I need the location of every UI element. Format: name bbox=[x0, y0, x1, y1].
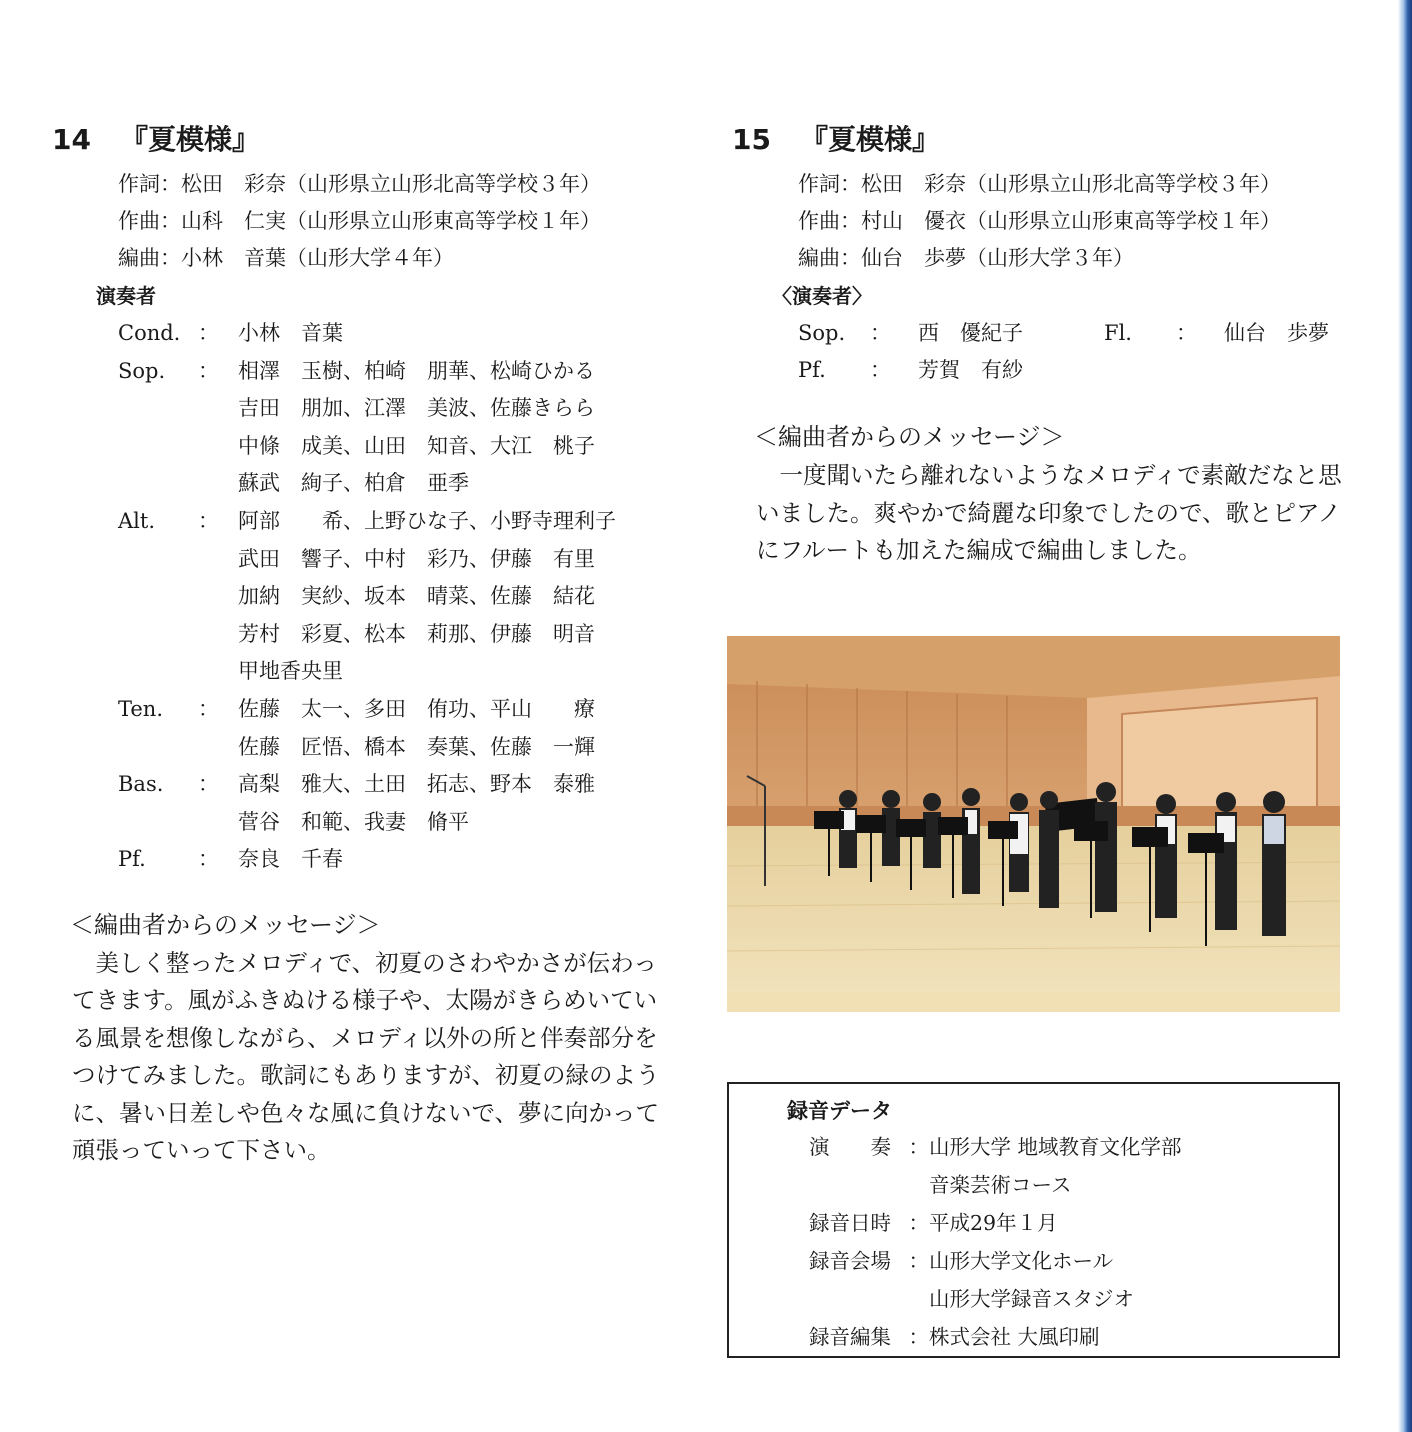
arranger-credit: 編曲：仙台 歩夢（山形大学３年） bbox=[798, 246, 1134, 270]
part-colon: ： bbox=[1176, 321, 1197, 345]
part-colon: ： bbox=[198, 358, 219, 383]
part-colon: ： bbox=[198, 508, 219, 533]
performer-row-sop bbox=[118, 353, 672, 503]
names-line: 蘇武 絢子、柏倉 亜季 bbox=[238, 471, 469, 496]
recording-label-text: 演 奏 bbox=[809, 1135, 891, 1159]
credits bbox=[798, 166, 1352, 277]
part-colon: ： bbox=[198, 696, 219, 721]
recording-value: 平成29年１月 bbox=[929, 1211, 1058, 1235]
part-names bbox=[238, 691, 672, 766]
recording-data-rows bbox=[809, 1128, 1182, 1356]
names-line: 芳村 彩夏、松本 莉那、伊藤 明音 bbox=[238, 621, 595, 646]
part-names: 仙台 歩夢 bbox=[1224, 321, 1329, 345]
recording-label: 演 奏 ： bbox=[809, 1128, 929, 1204]
part-label: Pf. bbox=[118, 847, 146, 872]
performers-label: 〈演奏者〉 bbox=[772, 284, 872, 308]
piece-15-section bbox=[732, 118, 1352, 570]
performer-row-sop-fl bbox=[798, 315, 1352, 352]
lyricist-credit: 作詞：松田 彩奈（山形県立山形北高等学校３年） bbox=[798, 172, 1281, 196]
part-label: Fl. bbox=[1104, 321, 1132, 345]
recording-data-title: 録音データ bbox=[787, 1099, 892, 1123]
part-label: Pf. bbox=[798, 358, 826, 382]
recording-value: 山形大学 地域教育文化学部 bbox=[929, 1135, 1182, 1159]
part-names bbox=[238, 353, 672, 503]
performer-row-ten bbox=[118, 691, 672, 766]
arranger-message-heading: ＜編曲者からのメッセージ＞ bbox=[70, 910, 381, 939]
names-line: 甲地香央里 bbox=[238, 659, 343, 684]
recording-row-date bbox=[809, 1204, 1182, 1242]
arranger-message: 一度聞いたら離れないようなメロディで素敵だなと思いました。爽やかで綺麗な印象でしたので、歌とピアノにフルートも加えた編成で編曲しました。 bbox=[756, 461, 1342, 564]
performer-row-pf bbox=[118, 841, 672, 879]
lyricist-credit: 作詞：松田 彩奈（山形県立山形北高等学校３年） bbox=[118, 172, 601, 196]
recording-value: 山形大学録音スタジオ bbox=[929, 1287, 1134, 1311]
composer-credit: 作曲：山科 仁実（山形県立山形東高等学校１年） bbox=[118, 209, 601, 233]
piece-number: 15 bbox=[732, 123, 771, 156]
credits bbox=[118, 166, 672, 277]
names-line: 奈良 千春 bbox=[238, 847, 343, 872]
piece-14-section bbox=[52, 118, 672, 1170]
arranger-message-heading: ＜編曲者からのメッセージ＞ bbox=[754, 423, 1065, 451]
recording-label-text: 録音日時 bbox=[809, 1211, 891, 1235]
piece-15-title bbox=[732, 118, 1352, 162]
performer-row-cond bbox=[118, 315, 672, 353]
part-names: 西 優紀子 bbox=[918, 321, 1023, 345]
names-line: 加納 実紗、坂本 晴菜、佐藤 結花 bbox=[238, 584, 595, 609]
part-colon: ： bbox=[870, 321, 891, 345]
part-label: Bas. bbox=[118, 772, 164, 797]
recording-value: 音楽芸術コース bbox=[929, 1173, 1072, 1197]
performers-label: 演奏者 bbox=[96, 284, 156, 308]
part-names bbox=[238, 315, 672, 353]
part-names: 芳賀 有紗 bbox=[918, 358, 1023, 382]
names-line: 相澤 玉樹、柏崎 朋華、松崎ひかる bbox=[238, 358, 595, 383]
recording-label: 録音日時 ： bbox=[809, 1204, 929, 1242]
arranger-message: 美しく整ったメロディで、初夏のさわやかさが伝わってきます。風がふきぬける様子や、太陽がきらめいている風景を想像しながら、メロディ以外の所と伴奏部分をつけてみました。歌詞にもありますが、初夏の緑のように、暑い日差しや色々な風に負けないで、夢に向かって頑張っていって下さい。 bbox=[72, 948, 660, 1165]
performers-list bbox=[118, 315, 672, 879]
recording-label: 録音会場 ： bbox=[809, 1242, 929, 1318]
names-line: 菅谷 和範、我妻 脩平 bbox=[238, 809, 469, 834]
performer-row-pf bbox=[798, 352, 1352, 389]
recording-values bbox=[929, 1242, 1134, 1318]
part-colon: ： bbox=[198, 321, 219, 345]
names-line: 小林 音葉 bbox=[238, 321, 343, 345]
recording-values bbox=[929, 1204, 1058, 1242]
recording-value: 株式会社 大風印刷 bbox=[929, 1325, 1100, 1349]
part-label: Alt. bbox=[118, 508, 155, 533]
names-line: 武田 響子、中村 彩乃、伊藤 有里 bbox=[238, 546, 595, 571]
part-label: Sop. bbox=[798, 321, 846, 345]
names-line: 吉田 朋加、江澤 美波、佐藤きらら bbox=[238, 396, 595, 421]
ensemble-photo bbox=[727, 636, 1340, 1012]
part-label: Cond. bbox=[118, 321, 181, 345]
recording-values bbox=[929, 1318, 1100, 1356]
recording-value: 山形大学文化ホール bbox=[929, 1249, 1114, 1273]
recording-label-text: 録音編集 bbox=[809, 1325, 891, 1349]
part-names bbox=[238, 503, 672, 691]
part-colon: ： bbox=[198, 772, 219, 797]
part-label: Sop. bbox=[118, 358, 166, 383]
recording-row-venue bbox=[809, 1242, 1182, 1318]
part-label: Ten. bbox=[118, 696, 164, 721]
page-edge-stripe bbox=[1398, 0, 1412, 1432]
recording-label: 録音編集 ： bbox=[809, 1318, 929, 1356]
names-line: 高梨 雅大、土田 拓志、野本 泰雅 bbox=[238, 772, 595, 797]
piece-number: 14 bbox=[52, 123, 91, 156]
composer-credit: 作曲：村山 優衣（山形県立山形東高等学校１年） bbox=[798, 209, 1281, 233]
names-line: 阿部 希、上野ひな子、小野寺理利子 bbox=[238, 508, 616, 533]
recording-data-box bbox=[727, 1082, 1340, 1358]
part-colon: ： bbox=[870, 358, 891, 382]
performer-row-bas bbox=[118, 766, 672, 841]
piece-name: 『夏模様』 bbox=[120, 123, 261, 156]
recording-row-editing bbox=[809, 1318, 1182, 1356]
performers-list bbox=[798, 315, 1352, 389]
performer-row-alt bbox=[118, 503, 672, 691]
piece-name: 『夏模様』 bbox=[800, 123, 941, 156]
part-names bbox=[238, 841, 672, 879]
piece-14-title bbox=[52, 118, 672, 162]
part-colon: ： bbox=[198, 847, 219, 872]
names-line: 佐藤 太一、多田 侑功、平山 療 bbox=[238, 696, 595, 721]
recording-values bbox=[929, 1128, 1182, 1204]
recording-row-performance bbox=[809, 1128, 1182, 1204]
names-line: 佐藤 匠悟、橋本 奏葉、佐藤 一輝 bbox=[238, 734, 595, 759]
part-names bbox=[238, 766, 672, 841]
arranger-credit: 編曲：小林 音葉（山形大学４年） bbox=[118, 246, 454, 270]
names-line: 中條 成美、山田 知音、大江 桃子 bbox=[238, 433, 595, 458]
recording-label-text: 録音会場 bbox=[809, 1249, 891, 1273]
